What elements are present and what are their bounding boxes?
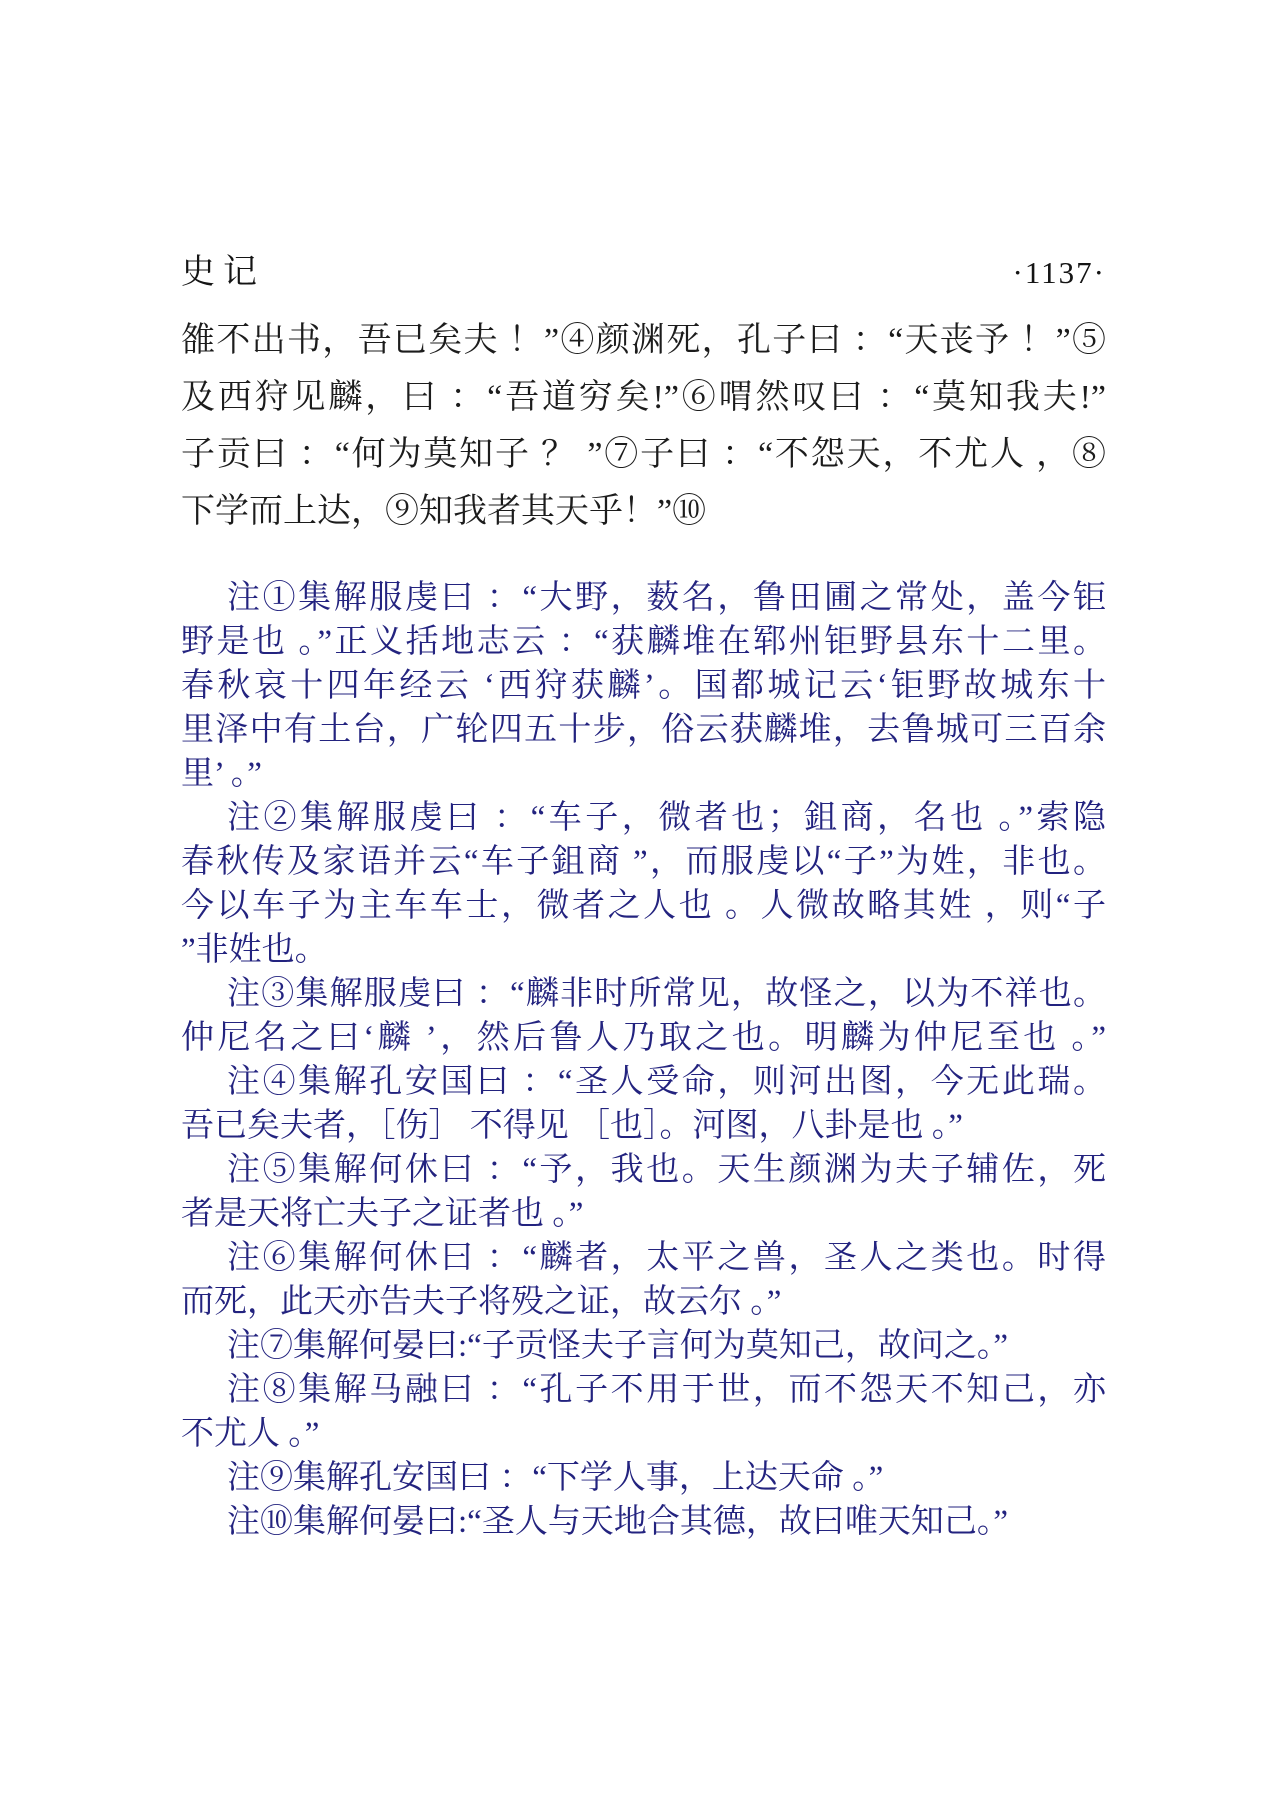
note-paragraph [181, 1148, 1106, 1236]
running-head-book-title: 史记 [181, 254, 265, 291]
text-line: ”非姓也。 [181, 932, 328, 968]
text-line: 野是也 。”正义括地志云 ：“获麟堆在郓州钜野县东十二里。 [181, 624, 1106, 660]
note-paragraph [181, 1368, 1106, 1456]
text-line: 雒不出书，吾已矣夫 ！”④颜渊死，孔子曰 ：“天丧予 ！”⑤ [181, 322, 1106, 359]
note-paragraph [181, 1500, 1106, 1544]
text-line: 里泽中有土台，广轮四五十步，俗云获麟堆，去鲁城可三百余 [181, 712, 1106, 748]
text-line: 注④集解孔安国曰 ：“圣人受命，则河出图，今无此瑞。 [227, 1064, 1106, 1100]
note-paragraph [181, 796, 1106, 972]
note-paragraph [181, 1324, 1106, 1368]
text-line: 注⑨集解孔安国曰 ：“下学人事，上达天命 。” [227, 1460, 884, 1496]
note-paragraph [181, 1236, 1106, 1324]
text-line: 春秋哀十四年经云 ‘西狩获麟’。国都城记云‘钜野故城东十 [181, 668, 1106, 704]
note-paragraph [181, 1060, 1106, 1148]
text-line: 子贡曰 ：“何为莫知子 ？ ”⑦子曰 ：“不怨天，不尤人 ，⑧ [181, 436, 1106, 473]
text-line: 仲尼名之曰‘麟 ’，然后鲁人乃取之也。明麟为仲尼至也 。” [181, 1020, 1106, 1056]
text-line: 注⑧集解马融曰 ：“孔子不用于世，而不怨天不知己，亦 [227, 1372, 1106, 1408]
note-paragraph [181, 972, 1106, 1060]
text-line: 注⑩集解何晏曰:“圣人与天地合其德，故曰唯天知己。” [227, 1504, 1008, 1540]
text-block [181, 312, 1106, 1544]
text-line: 下学而上达，⑨知我者其天乎！”⑩ [181, 493, 707, 530]
text-line: 吾已矣夫者，［伤］ 不得见 ［也］。河图，八卦是也 。” [181, 1108, 963, 1144]
text-line: 春秋传及家语并云“车子鉏商 ”，而服虔以“子”为姓，非也。 [181, 844, 1106, 880]
text-line: 不尤人 。” [181, 1416, 320, 1452]
text-line: 及西狩见麟，曰 ：“吾道穷矣!”⑥喟然叹曰 ：“莫知我夫!” [181, 379, 1106, 416]
body-paragraph [181, 312, 1106, 540]
text-line: 今以车子为主车车士，微者之人也 。人微故略其姓 ，则“子 [181, 888, 1106, 924]
text-line: 而死，此天亦告夫子将殁之证，故云尔 。” [181, 1284, 782, 1320]
page-number: ·1137· [1012, 255, 1106, 290]
note-paragraph [181, 1456, 1106, 1500]
text-line: 注⑤集解何休曰 ：“予，我也。天生颜渊为夫子辅佐，死 [227, 1152, 1106, 1188]
text-line: 注②集解服虔曰 ：“车子，微者也；鉏商，名也 。”索隐 [227, 800, 1106, 836]
note-paragraph [181, 576, 1106, 796]
text-line: 注⑦集解何晏曰:“子贡怪夫子言何为莫知己，故问之。” [227, 1328, 1008, 1364]
running-header [181, 244, 1106, 293]
text-line: 注⑥集解何休曰 ：“麟者，太平之兽，圣人之类也。时得 [227, 1240, 1106, 1276]
text-line: 注①集解服虔曰 ：“大野，薮名，鲁田圃之常处，盖今钜 [227, 580, 1106, 616]
text-line: 里’ 。” [181, 756, 262, 792]
text-line: 注③集解服虔曰 ：“麟非时所常见，故怪之，以为不祥也。 [227, 976, 1106, 1012]
text-line: 者是天将亡夫子之证者也 。” [181, 1196, 584, 1232]
